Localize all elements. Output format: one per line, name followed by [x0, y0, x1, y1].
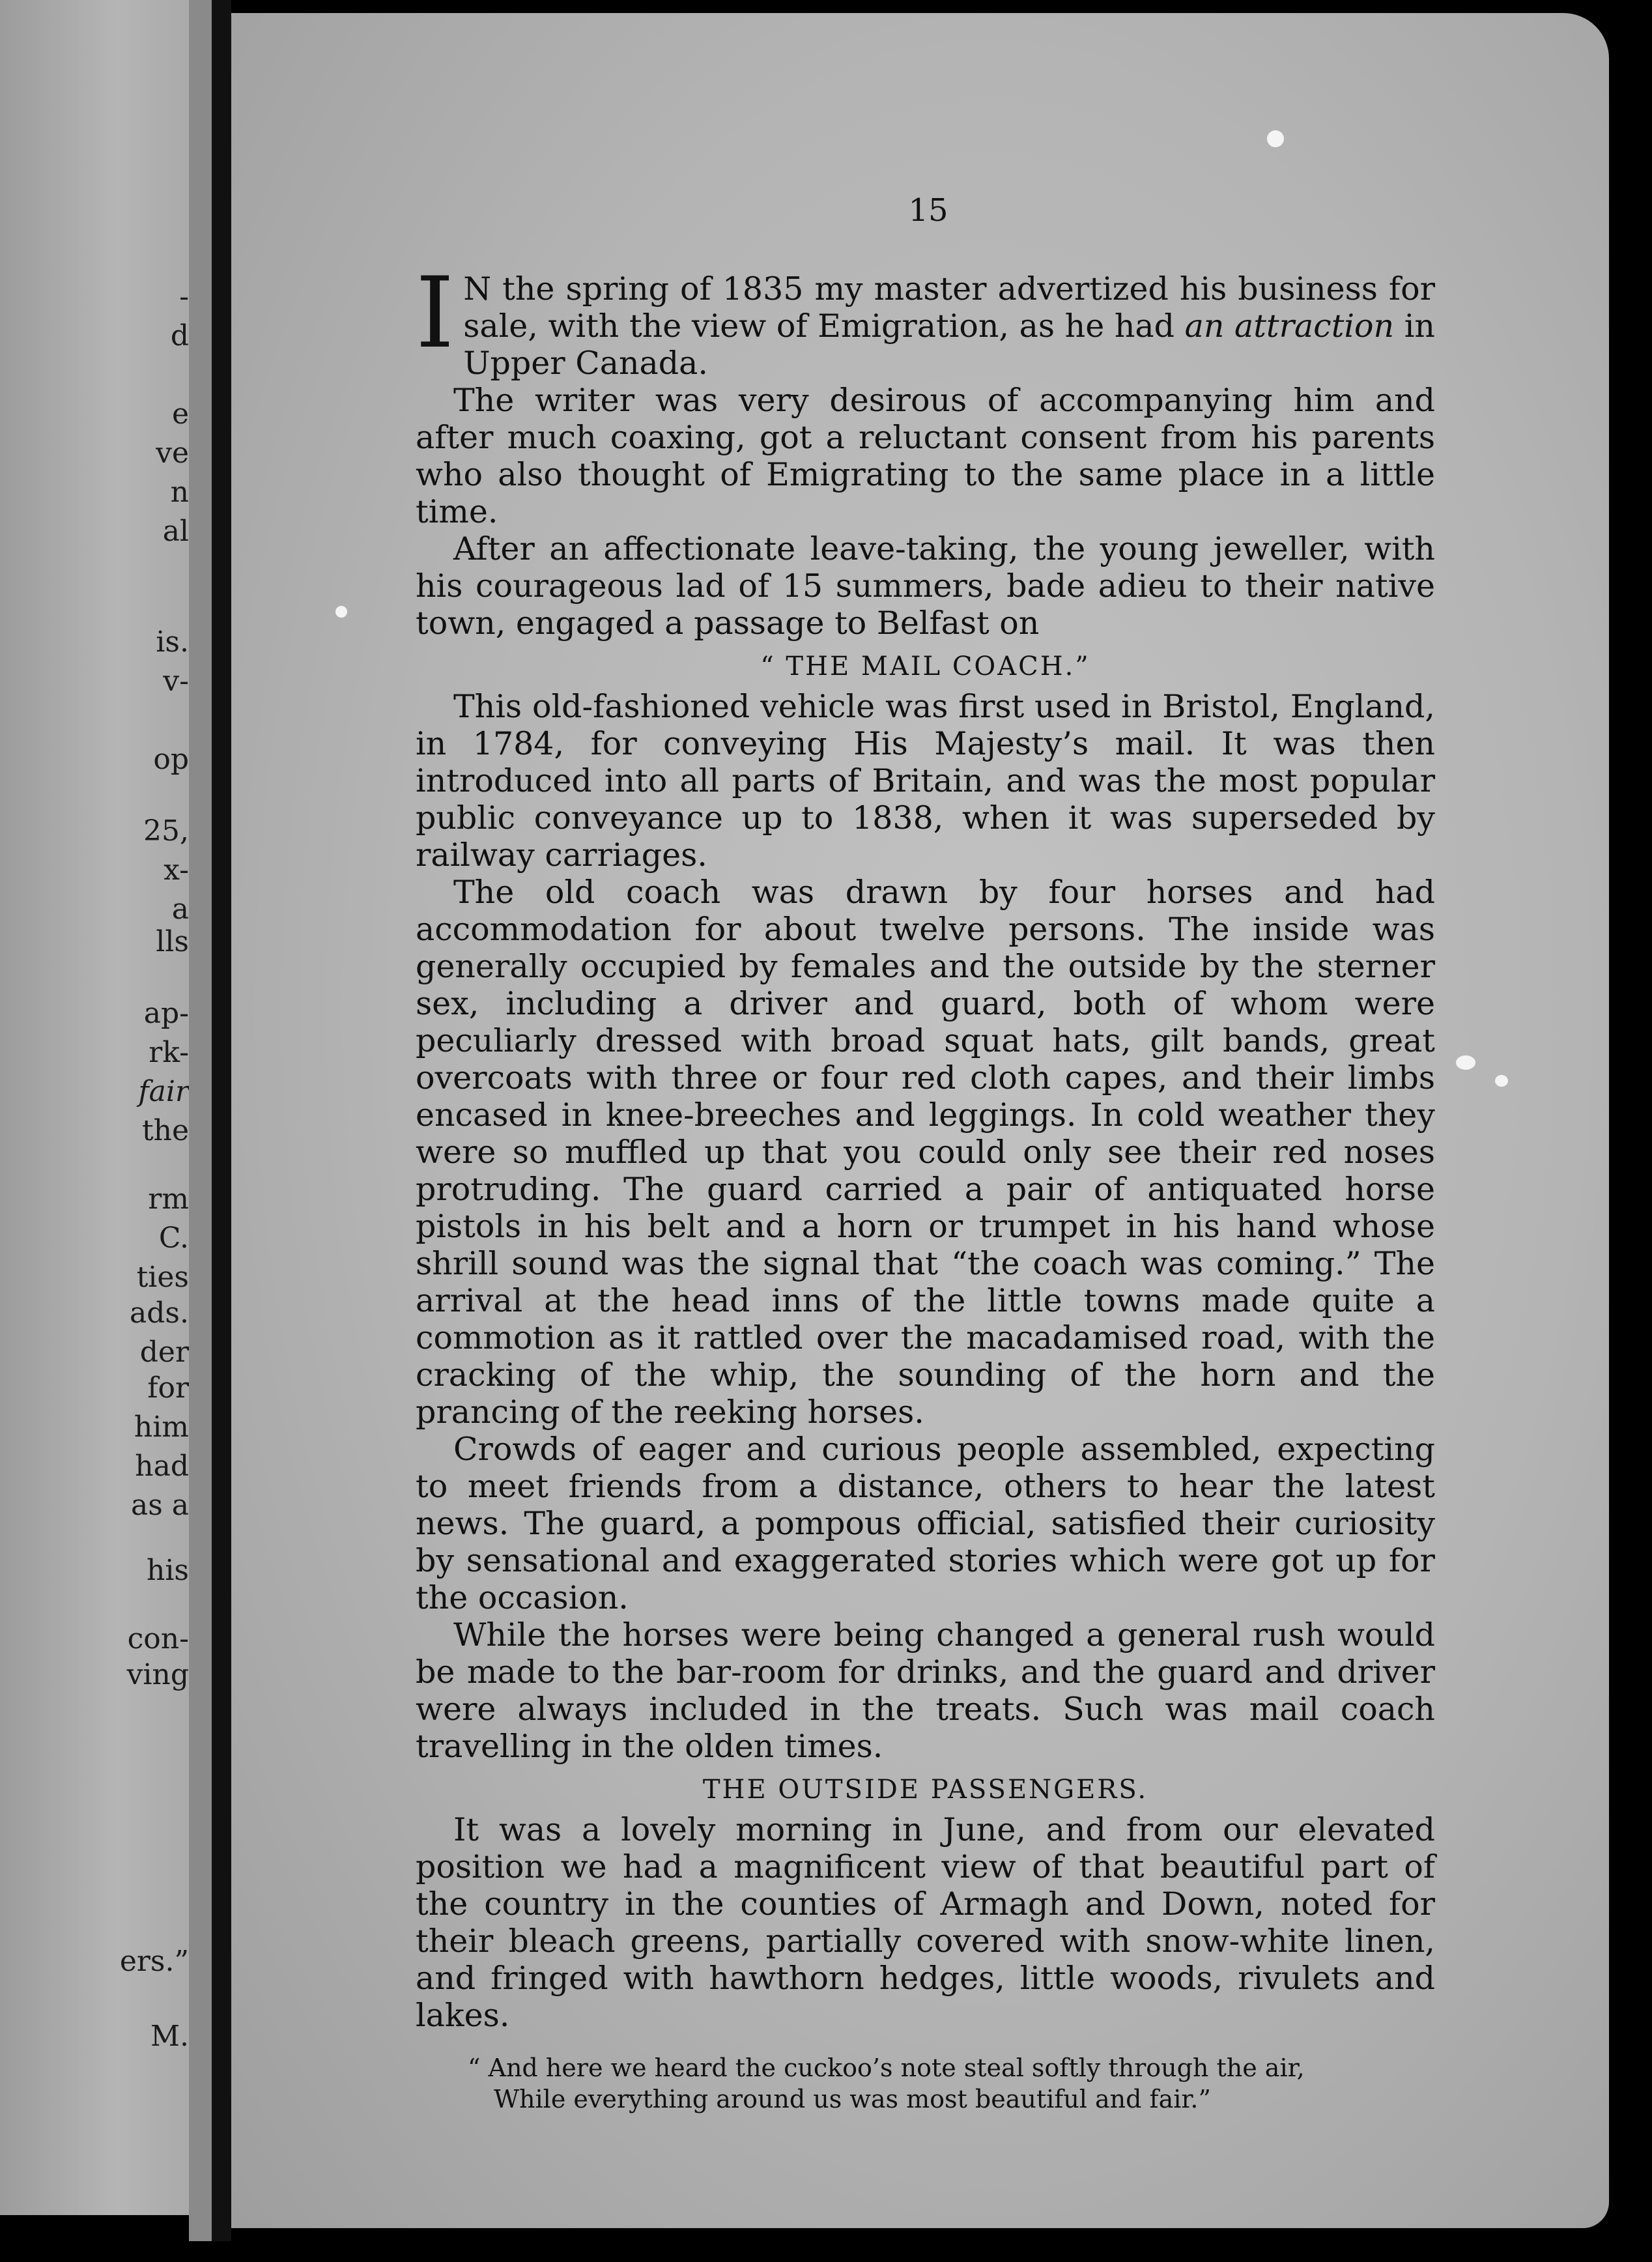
- heading-outside-passengers: THE OUTSIDE PASSENGERS.: [702, 1775, 1148, 1805]
- left-page-fragment: v-: [163, 665, 189, 698]
- left-page-fragment: him: [134, 1410, 189, 1444]
- paragraph-5: The old coach was drawn by four horses and had accommodation for about twelve persons. The inside was generally occupied by females and the outside by the sterner sex, including a driver and guard, both of whom were peculiarly dressed with broad squat hats, gilt bands, great overcoats with three or four red cloth capes, and their limbs encased in knee-breeches and leggings. In cold weather they were so muffled up that you could only see their red noses protruding. The guard carried a pair of antiquated horse pistols in his belt and a horn or trumpet in his hand whose shrill sound was the signal that “the coach was coming.” The arrival at the head inns of the little towns made quite a commotion as it rattled over the macadamised road, with the cracking of the whip, the sounding of the horn and the prancing of the reeking horses.: [416, 874, 1435, 1431]
- left-page-fragment: M.: [150, 2020, 189, 2053]
- paragraph-8: It was a lovely morning in June, and from our elevated position we had a magnificent view of that beautiful part of the country in the counties of Armagh and Down, noted for their bleach greens, partially covered with snow-white linen, and fringed with hawthorn hedges, little woods, rivulets and lakes.: [416, 1811, 1435, 2034]
- paragraph-1: [416, 257, 1435, 382]
- film-speck: [1495, 1075, 1508, 1087]
- left-page-fragment: ve: [156, 437, 189, 470]
- page-gutter: [189, 0, 212, 2241]
- verse-line-1: “ And here we heard the cuckoo’s note steal softly through the air,: [468, 2054, 1305, 2082]
- film-speck: [335, 606, 347, 618]
- drop-cap: I: [416, 257, 455, 370]
- left-page-fragment: al: [162, 515, 189, 548]
- paragraph-4: This old-fashioned vehicle was first used in Bristol, England, in 1784, for conveying His Majesty’s mail. It was then introduced into all parts of Britain, and was the most popular public conveyance up to 1838, when it was superseded by railway carriages.: [416, 688, 1435, 874]
- left-page-fragment: -: [179, 280, 189, 313]
- left-page-fragment: ties: [136, 1261, 189, 1294]
- left-page-fragment: op: [153, 743, 189, 776]
- left-page-fragment: ap-: [143, 997, 189, 1030]
- paragraph-1-italic: an attraction: [1184, 308, 1395, 345]
- left-page-fragment: fair: [138, 1075, 189, 1108]
- left-page-fragment: d: [170, 319, 189, 352]
- main-page: [231, 13, 1609, 2228]
- left-page-fragment: ving: [126, 1658, 189, 1691]
- left-page-fragment: lls: [156, 925, 189, 958]
- left-page-fragment: the: [141, 1114, 189, 1147]
- left-page-fragment: ads.: [130, 1296, 189, 1330]
- paragraph-6: Crowds of eager and curious people assembled, expecting to meet friends from a distance, others to hear the latest news. The guard, a pompous official, satisfied their curiosity by sensational and exaggerated stories which were got up for the occasion.: [416, 1431, 1435, 1616]
- left-page-fragment: ers.”: [119, 1945, 189, 1978]
- verse-quote: [468, 2052, 1435, 2115]
- page-number: 15: [908, 192, 948, 229]
- verse-line-2: While everything around us was most beautiful and fair.”: [494, 2085, 1211, 2113]
- left-page-fragment: C.: [158, 1222, 189, 1255]
- paragraph-1-text: N the spring of 1835 my master advertized his business for sale, with the view of Emigration, as he had: [463, 270, 1435, 345]
- left-page-fragment: his: [147, 1554, 189, 1587]
- left-page-fragment: rm: [148, 1182, 189, 1216]
- left-page-text-fragments: [0, 0, 195, 2215]
- paragraph-2: The writer was very desirous of accompanying him and after much coaxing, got a reluctant consent from his parents who also thought of Emigrating to the same place in a little time.: [416, 382, 1435, 530]
- left-page-fragment: had: [135, 1450, 189, 1483]
- left-page-fragment: a: [171, 893, 189, 926]
- left-page-fragment: e: [171, 397, 189, 431]
- left-page-fragment: x-: [164, 853, 189, 887]
- paragraph-3: After an affectionate leave-taking, the young jeweller, with his courageous lad of 15 summers, bade adieu to their native town, engaged a passage to Belfast on: [416, 530, 1435, 642]
- left-page-fragment: n: [170, 476, 189, 509]
- film-speck: [1267, 130, 1284, 147]
- film-speck: [1456, 1055, 1475, 1070]
- left-page-fragment: is.: [156, 625, 189, 659]
- left-page-fragment: as a: [130, 1489, 189, 1522]
- left-page-fragment: der: [139, 1336, 189, 1369]
- paragraph-7: While the horses were being changed a general rush would be made to the bar-room for drinks, and the guard and driver were always included in the treats. Such was mail coach travelling in the olden times.: [416, 1616, 1435, 1765]
- left-page-fragment: con-: [127, 1622, 189, 1655]
- left-page-fragment: 25,: [143, 814, 189, 848]
- left-page-fragment: for: [147, 1371, 189, 1405]
- book-spine-shadow: [212, 0, 231, 2241]
- left-page-fragment: rk-: [149, 1036, 189, 1069]
- heading-mail-coach: “ THE MAIL COACH.”: [760, 651, 1090, 681]
- paragraph-1-end: in Upper Canada.: [463, 308, 1435, 382]
- text-column: [416, 257, 1435, 2115]
